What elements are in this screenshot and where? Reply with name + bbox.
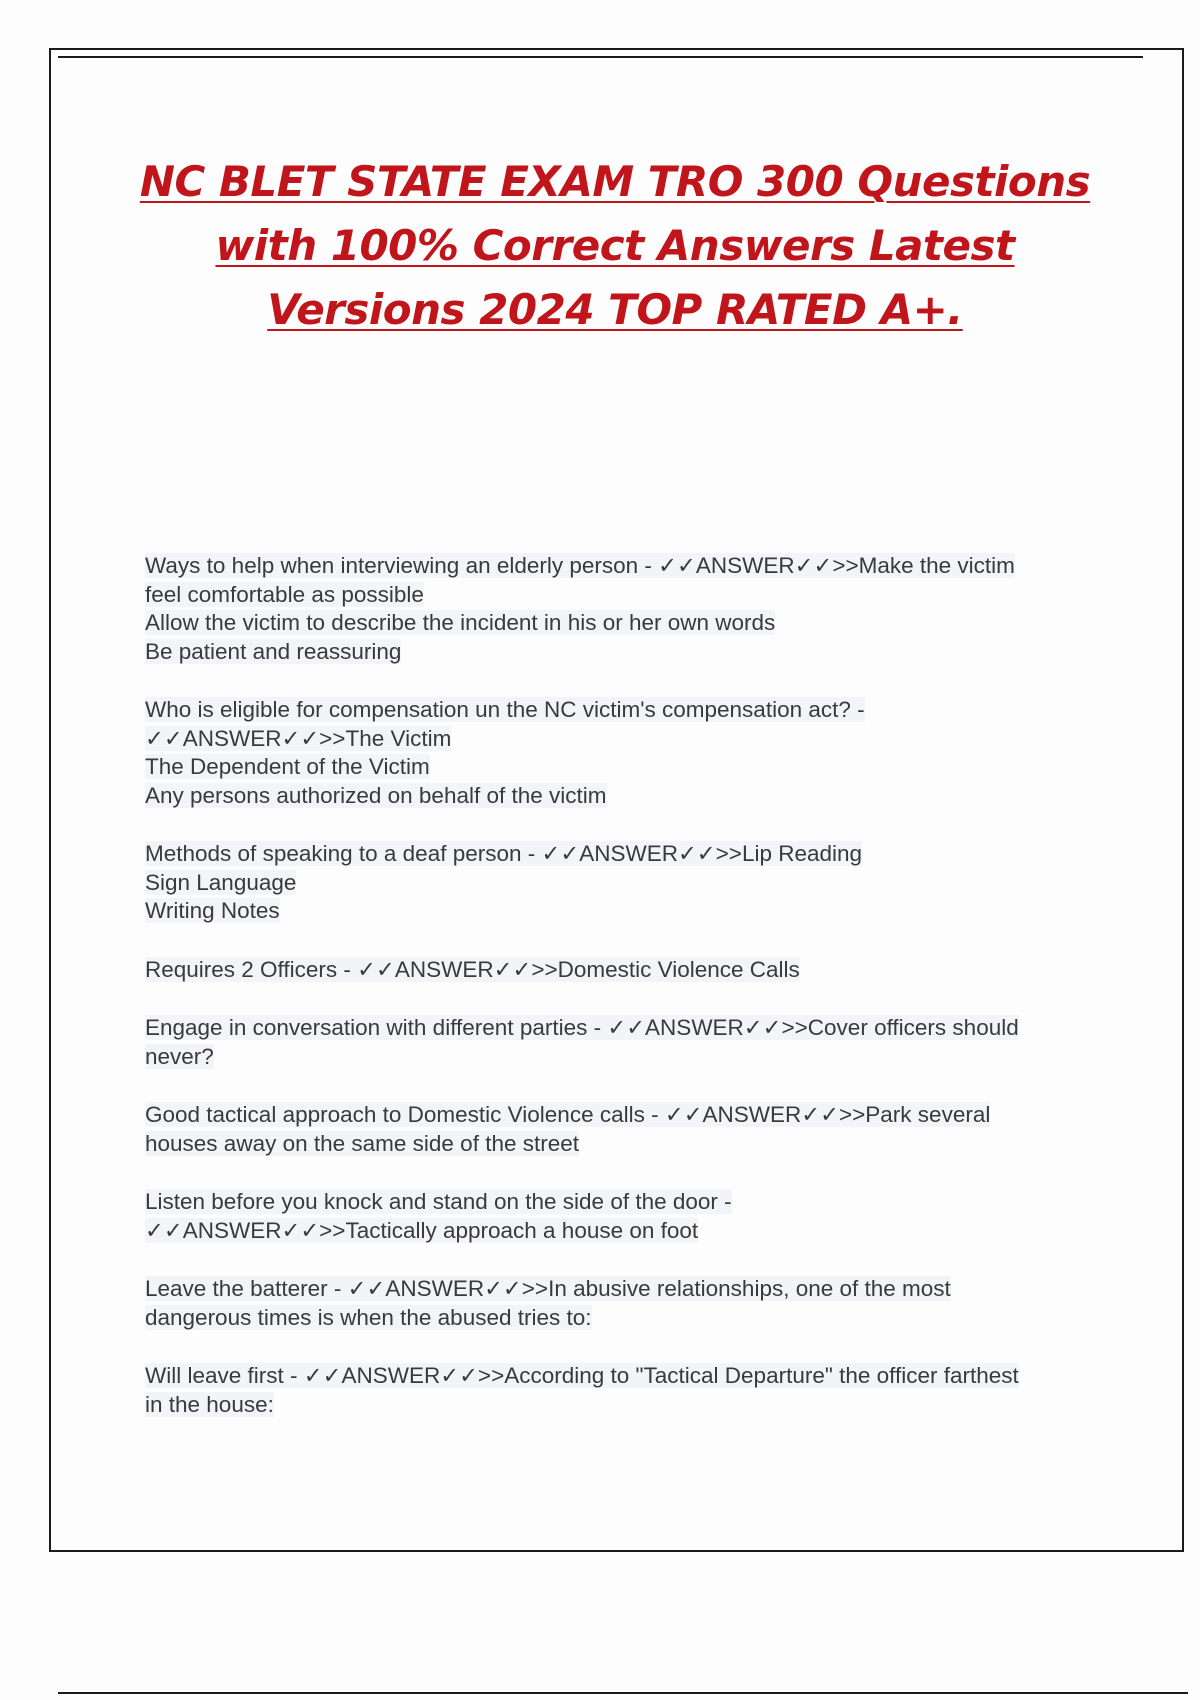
qa-line: Allow the victim to describe the incident in his or her own words	[145, 610, 776, 635]
qa-line: dangerous times is when the abused tries to:	[145, 1304, 592, 1330]
qa-line: Methods of speaking to a deaf person - ✓✓ANSWER✓✓>>Lip Reading	[145, 841, 863, 866]
document-title	[100, 150, 1130, 342]
qa-line: Ways to help when interviewing an elderly person - ✓✓ANSWER✓✓>>Make the victim	[145, 553, 1015, 578]
title-line: Versions 2024 TOP RATED A+.	[267, 285, 963, 334]
qa-line: Writing Notes	[145, 898, 280, 923]
qa-line: houses away on the same side of the street	[145, 1130, 580, 1156]
qa-item	[145, 840, 1105, 926]
qa-line: Listen before you knock and stand on the side of the door -	[145, 1189, 732, 1214]
qa-line: Who is eligible for compensation un the NC victim's compensation act? -	[145, 697, 865, 722]
qa-line: Leave the batterer - ✓✓ANSWER✓✓>>In abusive relationships, one of the most	[145, 1276, 951, 1301]
qa-line: Will leave first - ✓✓ANSWER✓✓>>According to "Tactical Departure" the officer farthest	[145, 1363, 1019, 1388]
qa-line: never?	[145, 1043, 214, 1069]
qa-item	[145, 1101, 1105, 1158]
qa-item	[145, 956, 1105, 985]
qa-item	[145, 552, 1105, 666]
qa-line: Any persons authorized on behalf of the victim	[145, 782, 607, 808]
qa-line: Sign Language	[145, 869, 297, 895]
qa-line: ✓✓ANSWER✓✓>>The Victim	[145, 725, 452, 751]
qa-item	[145, 1188, 1105, 1245]
qa-item	[145, 696, 1105, 810]
qa-line: ✓✓ANSWER✓✓>>Tactically approach a house on foot	[145, 1217, 699, 1243]
qa-line: Good tactical approach to Domestic Violence calls - ✓✓ANSWER✓✓>>Park several	[145, 1102, 991, 1127]
qa-line: feel comfortable as possible	[145, 581, 424, 607]
title-line: NC BLET STATE EXAM TRO 300 Questions	[139, 157, 1091, 206]
qa-line: Requires 2 Officers - ✓✓ANSWER✓✓>>Domestic Violence Calls	[145, 956, 800, 982]
qa-line: in the house:	[145, 1391, 274, 1417]
qa-list	[145, 552, 1105, 1449]
qa-line: The Dependent of the Victim	[145, 754, 430, 779]
qa-item	[145, 1362, 1105, 1419]
title-line: with 100% Correct Answers Latest	[215, 221, 1015, 270]
qa-line: Be patient and reassuring	[145, 638, 402, 664]
qa-line: Engage in conversation with different parties - ✓✓ANSWER✓✓>>Cover officers should	[145, 1015, 1019, 1040]
qa-item	[145, 1275, 1105, 1332]
qa-item	[145, 1014, 1105, 1071]
bottom-rule	[58, 1692, 1188, 1694]
